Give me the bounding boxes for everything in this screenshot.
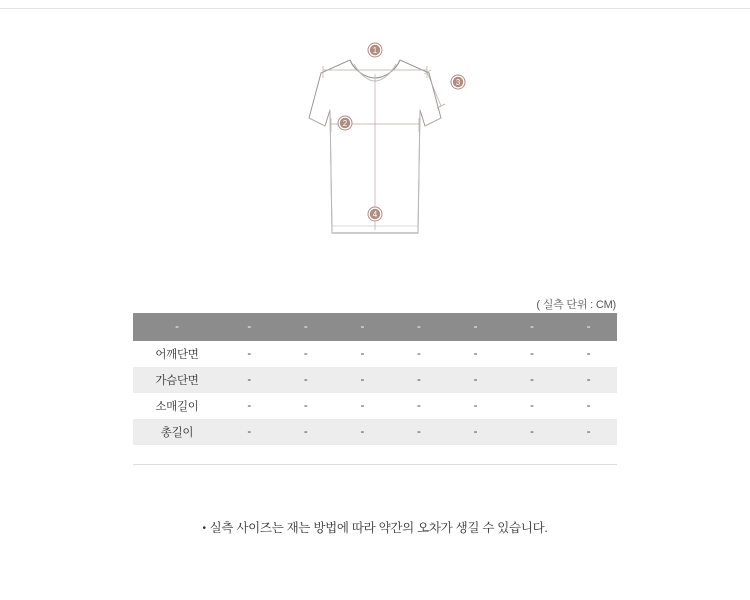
table-cell: -: [560, 393, 617, 419]
table-cell: -: [221, 419, 278, 445]
table-header-cell: -: [278, 313, 335, 341]
table-header-cell: -: [334, 313, 391, 341]
marker-2-label: 2: [342, 119, 348, 128]
table-cell: -: [391, 341, 448, 367]
table-row: [133, 393, 617, 419]
table-cell: -: [221, 341, 278, 367]
row-label-chest: 가슴단면: [133, 367, 221, 393]
table-header-cell: -: [560, 313, 617, 341]
table-cell: -: [447, 341, 504, 367]
bullet-icon: •: [202, 523, 206, 535]
table-cell: -: [447, 419, 504, 445]
table-row: [133, 367, 617, 393]
marker-4-label: 4: [372, 210, 378, 219]
table-row: [133, 341, 617, 367]
table-cell: -: [560, 341, 617, 367]
table-cell: -: [391, 393, 448, 419]
table-cell: -: [391, 419, 448, 445]
table-cell: -: [278, 367, 335, 393]
table-header-corner: -: [133, 313, 221, 341]
row-label-length: 총길이: [133, 419, 221, 445]
table-cell: -: [447, 393, 504, 419]
table-cell: -: [334, 419, 391, 445]
marker-4: [368, 207, 382, 221]
footnote: [0, 518, 750, 536]
table-cell: -: [391, 367, 448, 393]
table-cell: -: [504, 367, 561, 393]
marker-1-label: 1: [372, 46, 378, 55]
marker-1: [368, 43, 382, 57]
table-cell: -: [278, 393, 335, 419]
table-header-cell: -: [221, 313, 278, 341]
table-cell: -: [221, 393, 278, 419]
footnote-text: 실측 사이즈는 재는 방법에 따라 약간의 오차가 생길 수 있습니다.: [209, 521, 548, 535]
marker-3-label: 3: [455, 78, 461, 87]
top-divider: [0, 8, 750, 9]
size-table-head: [133, 313, 617, 341]
table-cell: -: [504, 341, 561, 367]
table-header-cell: -: [504, 313, 561, 341]
row-label-shoulder: 어깨단면: [133, 341, 221, 367]
marker-2: [338, 116, 352, 130]
table-cell: -: [278, 341, 335, 367]
table-cell: -: [504, 393, 561, 419]
table-cell: -: [334, 393, 391, 419]
table-header-cell: -: [447, 313, 504, 341]
table-header-cell: -: [391, 313, 448, 341]
row-label-sleeve: 소매길이: [133, 393, 221, 419]
table-cell: -: [504, 419, 561, 445]
unit-note: ( 실측 단위 : CM): [536, 299, 616, 311]
table-cell: -: [278, 419, 335, 445]
table-cell: -: [334, 367, 391, 393]
table-cell: -: [221, 367, 278, 393]
tshirt-diagram: [255, 28, 495, 268]
table-header-row: [133, 313, 617, 341]
table-row: [133, 419, 617, 445]
table-cell: -: [447, 367, 504, 393]
table-cell: -: [334, 341, 391, 367]
size-table: [133, 313, 617, 445]
marker-3: [451, 75, 465, 89]
section-divider: [133, 464, 617, 465]
table-cell: -: [560, 367, 617, 393]
size-table-body: [133, 341, 617, 445]
table-cell: -: [560, 419, 617, 445]
